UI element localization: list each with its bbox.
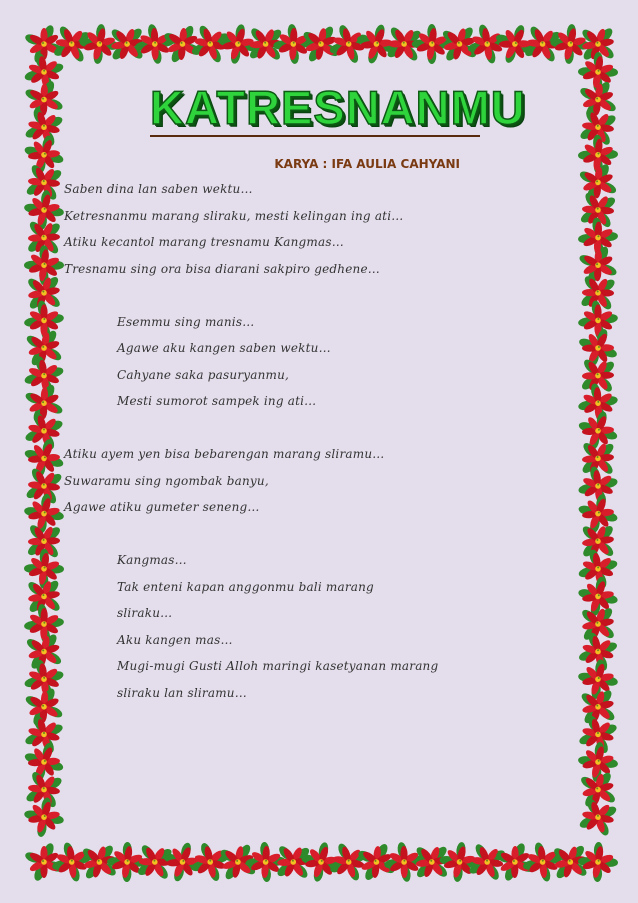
poinsettia-flower	[22, 436, 66, 480]
poinsettia-flower	[20, 793, 68, 841]
poinsettia-flower	[20, 489, 69, 538]
page-title: KATRESNANMU	[150, 81, 526, 134]
poem-line: Mugi-mugi Gusti Alloh maringi kasetyanan marang	[117, 659, 439, 673]
poem-line: Tak enteni kapan anggonmu bali marang	[117, 579, 374, 594]
poem-line: Cahyane saka pasuryanmu,	[117, 367, 290, 382]
poinsettia-flower	[22, 685, 65, 728]
author-credit: KARYA : IFA AULIA CAHYANI	[274, 157, 460, 171]
poem-line: Agawe aku kangen saben wektu…	[117, 341, 331, 355]
poem-line: Saben dina lan saben wektu…	[64, 182, 253, 196]
title-block	[150, 80, 526, 136]
poem-line: Suwaramu sing ngombak banyu,	[64, 473, 269, 488]
poem-line: Kangmas…	[117, 553, 187, 567]
poem-line: Esemmu sing manis…	[117, 314, 255, 329]
poem-line: Aku kangen mas…	[117, 632, 233, 647]
poem-line: sliraku lan sliramu…	[117, 685, 247, 700]
poinsettia-flower	[23, 382, 66, 425]
poem-line: sliraku…	[117, 606, 173, 620]
poinsettia-flower	[575, 491, 620, 536]
poinsettia-flower	[576, 160, 620, 204]
poem-line: Agawe atiku gumeter seneng…	[64, 500, 260, 514]
poinsettia-flower	[572, 836, 624, 888]
poinsettia-flower	[19, 185, 68, 234]
poem-line: Mesti sumorot sampek ing ati…	[117, 394, 317, 408]
poinsettia-flower	[575, 573, 622, 620]
poinsettia-flower	[23, 79, 65, 121]
poem-line: Ketresnanmu marang sliraku, mesti kelingan ing ati…	[64, 208, 404, 223]
poem-line: Tresnamu sing ora bisa diarani sakpiro gedhene…	[64, 261, 380, 276]
poem-line: Atiku ayem yen bisa bebarengan marang sliramu…	[64, 447, 385, 461]
poinsettia-flower	[22, 740, 65, 783]
poinsettia-flower	[22, 133, 66, 177]
poem-line: Atiku kecantol marang tresnamu Kangmas…	[64, 235, 344, 249]
title-underline	[150, 135, 480, 137]
